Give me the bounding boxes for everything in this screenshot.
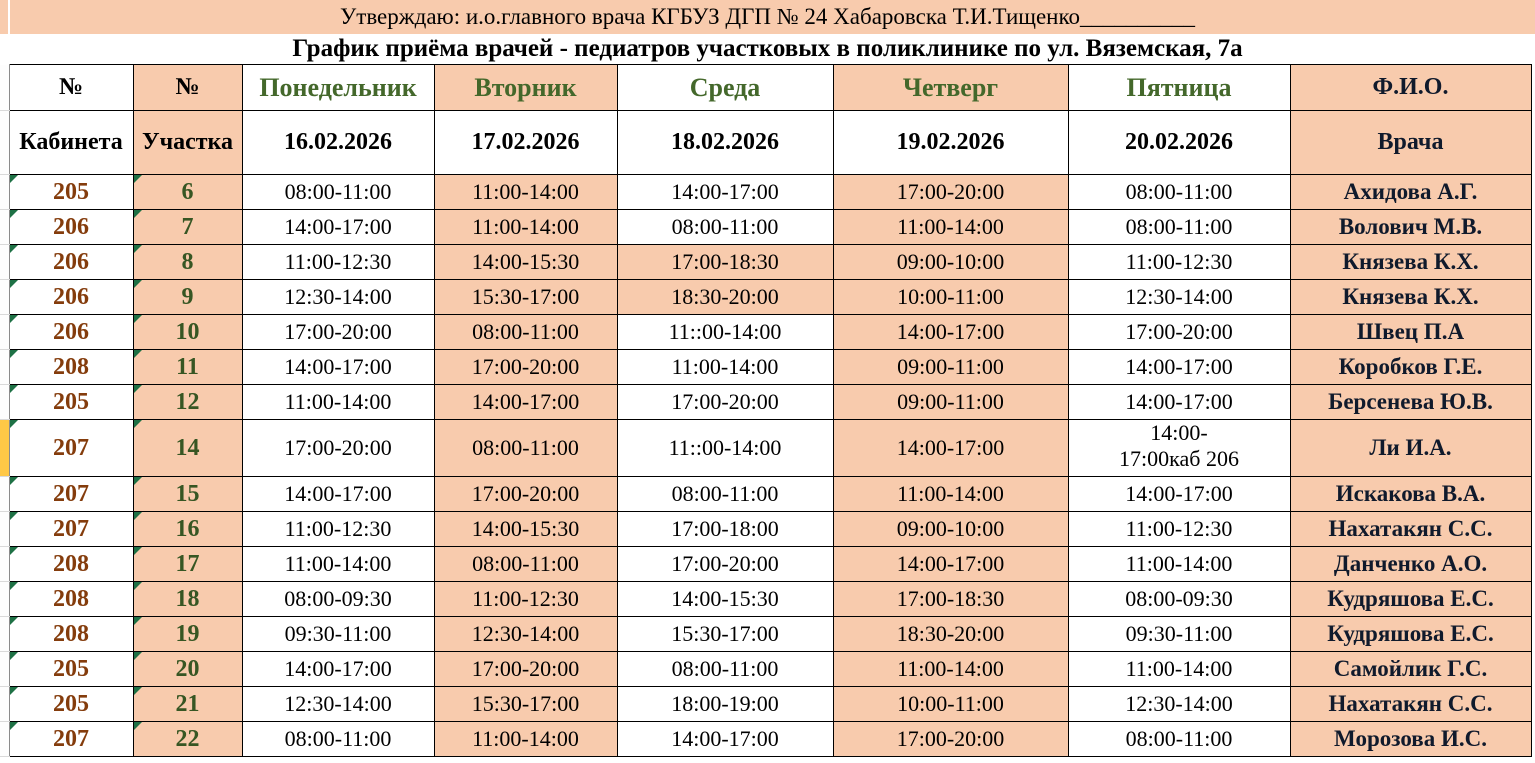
time-text: 08:00-09:30	[1125, 586, 1233, 611]
time-text: 11:00-14:00	[284, 551, 392, 576]
time-text: 12:30-14:00	[1125, 284, 1233, 309]
header-doctor-label	[1290, 111, 1531, 175]
left-gutter-cell	[0, 210, 9, 245]
time-cell	[833, 420, 1068, 477]
doctor-cell: Кудряшова Е.С.	[1290, 582, 1531, 617]
left-gutter-cell	[0, 617, 9, 652]
time-text: 14:00-17:00	[896, 551, 1005, 576]
doctor-cell: Нахатакян С.С.	[1290, 512, 1531, 547]
gutter-divider	[8, 0, 10, 34]
time-cell	[1068, 652, 1290, 687]
time-cell	[617, 315, 833, 350]
time-cell	[617, 582, 833, 617]
time-cell	[242, 350, 434, 385]
district-cell: 21	[133, 687, 242, 722]
header-day-monday	[242, 65, 434, 111]
time-text: 11:00-12:30	[472, 586, 579, 611]
time-text: 11:00-14:00	[897, 214, 1004, 239]
district-cell: 9	[133, 280, 242, 315]
time-text: 11:00-12:30	[1125, 249, 1233, 274]
time-cell	[833, 175, 1068, 210]
time-cell	[242, 687, 434, 722]
left-gutter-cell	[0, 547, 9, 582]
time-cell	[242, 175, 434, 210]
header-district-no	[133, 65, 242, 111]
time-cell	[434, 477, 617, 512]
schedule-row	[0, 512, 1531, 547]
time-cell	[1068, 617, 1290, 652]
time-cell	[242, 477, 434, 512]
time-text: 14:00-17:00	[1125, 354, 1233, 379]
time-text: 11:00-14:00	[472, 726, 579, 751]
time-cell	[617, 687, 833, 722]
left-gutter-cell	[0, 385, 9, 420]
time-text: 12:30-14:00	[284, 691, 392, 716]
time-cell	[434, 385, 617, 420]
header-date-thursday	[833, 111, 1068, 175]
time-text: 17:00-20:00	[671, 389, 779, 414]
schedule-table	[0, 64, 1532, 757]
cabinet-cell: 205	[9, 687, 133, 722]
time-text: 08:00-11:00	[472, 435, 579, 460]
time-cell	[242, 210, 434, 245]
date-text: 18.02.2026	[671, 129, 779, 155]
schedule-row	[0, 245, 1531, 280]
cabinet-cell: 205	[9, 175, 133, 210]
time-text: 08:00-11:00	[1125, 214, 1233, 239]
left-gutter-cell	[0, 245, 9, 280]
schedule-row	[0, 722, 1531, 757]
time-text: 09:30-11:00	[284, 621, 392, 646]
left-gutter-cell	[0, 175, 9, 210]
cabinet-cell: 208	[9, 617, 133, 652]
time-text: 08:00-11:00	[1125, 726, 1233, 751]
time-text: 11:00-12:30	[284, 516, 392, 541]
time-cell	[833, 210, 1068, 245]
time-cell	[1068, 687, 1290, 722]
time-text: 09:00-10:00	[896, 516, 1005, 541]
schedule-row	[0, 350, 1531, 385]
cabinet-cell: 206	[9, 210, 133, 245]
header-cabinet-label-text: Кабинета	[19, 129, 123, 155]
time-cell	[1068, 210, 1290, 245]
time-cell	[434, 617, 617, 652]
schedule-row	[0, 420, 1531, 477]
time-text: 08:00-11:00	[1125, 179, 1233, 204]
time-text: 14:00-17:00	[284, 481, 392, 506]
header-date-wednesday	[617, 111, 833, 175]
time-text: 15:30-17:00	[671, 621, 779, 646]
left-gutter-cell	[0, 65, 9, 111]
time-text: 09:30-11:00	[1125, 621, 1233, 646]
time-cell	[833, 547, 1068, 582]
time-cell	[1068, 350, 1290, 385]
time-text: 09:00-11:00	[897, 389, 1004, 414]
left-gutter-cell	[0, 687, 9, 722]
time-cell	[242, 617, 434, 652]
doctor-cell: Князева К.Х.	[1290, 280, 1531, 315]
day-name: Среда	[689, 72, 761, 102]
district-cell: 11	[133, 350, 242, 385]
header-cabinet-no-text: №	[58, 74, 84, 100]
time-text: 17:00-20:00	[471, 481, 580, 506]
time-cell	[617, 512, 833, 547]
day-name: Вторник	[474, 72, 577, 102]
time-text: 08:00-11:00	[472, 319, 579, 344]
cabinet-cell: 207	[9, 420, 133, 477]
doctor-cell: Самойлик Г.С.	[1290, 652, 1531, 687]
cabinet-cell: 208	[9, 547, 133, 582]
time-text: 14:00-17:00	[671, 726, 779, 751]
time-cell	[242, 722, 434, 757]
time-text: 09:00-10:00	[896, 249, 1005, 274]
time-text: 14:00-17:00	[671, 179, 779, 204]
time-text: 14:00-17:00каб 206	[1119, 420, 1239, 471]
time-cell	[434, 175, 617, 210]
time-text: 18:30-20:00	[671, 284, 779, 309]
time-cell	[617, 245, 833, 280]
header-district-no-text: №	[175, 74, 200, 100]
time-text: 17:00-20:00	[471, 656, 580, 681]
doctor-cell: Князева К.Х.	[1290, 245, 1531, 280]
header-row-dates	[0, 111, 1531, 175]
time-cell	[833, 350, 1068, 385]
time-cell	[434, 512, 617, 547]
doctor-cell: Ахидова А.Г.	[1290, 175, 1531, 210]
time-cell	[242, 385, 434, 420]
time-cell	[1068, 722, 1290, 757]
time-text: 17:00-20:00	[671, 551, 779, 576]
time-cell	[1068, 582, 1290, 617]
district-cell: 15	[133, 477, 242, 512]
time-text: 08:00-11:00	[671, 481, 779, 506]
left-gutter-cell	[0, 582, 9, 617]
time-cell	[242, 512, 434, 547]
date-text: 19.02.2026	[896, 129, 1005, 155]
cabinet-cell: 207	[9, 477, 133, 512]
time-cell	[434, 547, 617, 582]
time-cell	[1068, 512, 1290, 547]
time-text: 14:00-17:00	[284, 656, 392, 681]
header-district-label	[133, 111, 242, 175]
time-cell	[833, 385, 1068, 420]
time-cell	[434, 652, 617, 687]
time-cell	[833, 582, 1068, 617]
time-text: 14:00-15:30	[671, 586, 779, 611]
schedule-row	[0, 280, 1531, 315]
time-text: 14:00-17:00	[284, 354, 392, 379]
time-cell	[1068, 547, 1290, 582]
time-text: 11:00-12:30	[284, 249, 392, 274]
district-cell: 22	[133, 722, 242, 757]
time-cell	[833, 512, 1068, 547]
time-cell	[833, 617, 1068, 652]
time-cell	[1068, 420, 1290, 477]
schedule-body	[0, 175, 1531, 757]
schedule-row	[0, 315, 1531, 350]
district-cell: 17	[133, 547, 242, 582]
doctor-cell: Данченко А.О.	[1290, 547, 1531, 582]
time-cell	[1068, 385, 1290, 420]
day-name: Понедельник	[259, 72, 417, 102]
approval-text: Утверждаю: и.о.главного врача КГБУЗ ДГП № 24 Хабаровска Т.И.Тищенко__________	[339, 4, 1195, 29]
time-cell	[242, 245, 434, 280]
time-cell	[242, 652, 434, 687]
header-date-monday	[242, 111, 434, 175]
time-text: 08:00-09:30	[284, 586, 392, 611]
time-cell	[833, 722, 1068, 757]
doctor-cell: Морозова И.С.	[1290, 722, 1531, 757]
time-text: 11:00-14:00	[1125, 656, 1233, 681]
date-text: 20.02.2026	[1125, 129, 1233, 155]
time-text: 10:00-11:00	[897, 284, 1004, 309]
date-text: 16.02.2026	[284, 129, 392, 155]
left-gutter-cell	[0, 722, 9, 757]
header-cabinet-label	[9, 111, 133, 175]
time-text: 08:00-11:00	[472, 551, 579, 576]
district-cell: 20	[133, 652, 242, 687]
time-text: 11:00-14:00	[897, 481, 1004, 506]
header-doctor-label-text: Врача	[1377, 129, 1444, 155]
time-text: 18:00-19:00	[671, 691, 779, 716]
doctor-cell: Искакова В.А.	[1290, 477, 1531, 512]
district-cell: 8	[133, 245, 242, 280]
time-cell	[617, 280, 833, 315]
time-text: 14:00-17:00	[1125, 481, 1233, 506]
header-cabinet-no	[9, 65, 133, 111]
time-text: 14:00-17:00	[471, 389, 580, 414]
time-text: 09:00-11:00	[897, 354, 1004, 379]
time-cell	[434, 722, 617, 757]
header-date-friday	[1068, 111, 1290, 175]
time-cell	[434, 687, 617, 722]
time-cell	[1068, 175, 1290, 210]
schedule-row	[0, 652, 1531, 687]
cabinet-cell: 206	[9, 245, 133, 280]
left-gutter-cell	[0, 315, 9, 350]
left-gutter-cell	[0, 652, 9, 687]
schedule-row	[0, 210, 1531, 245]
time-text: 18:30-20:00	[896, 621, 1005, 646]
district-cell: 14	[133, 420, 242, 477]
time-cell	[1068, 315, 1290, 350]
time-text: 12:30-14:00	[284, 284, 392, 309]
time-cell	[434, 210, 617, 245]
left-gutter-cell	[0, 280, 9, 315]
header-date-tuesday	[434, 111, 617, 175]
time-text: 17:00-20:00	[896, 726, 1005, 751]
time-cell	[617, 210, 833, 245]
district-cell: 10	[133, 315, 242, 350]
time-text: 08:00-11:00	[284, 726, 392, 751]
time-text: 17:00-20:00	[284, 319, 392, 344]
left-gutter-cell	[0, 111, 9, 175]
time-cell	[1068, 245, 1290, 280]
time-cell	[242, 315, 434, 350]
time-cell	[833, 477, 1068, 512]
doctor-cell: Ли И.А.	[1290, 420, 1531, 477]
time-cell	[617, 420, 833, 477]
district-cell: 19	[133, 617, 242, 652]
time-cell	[617, 350, 833, 385]
time-text: 11:00-14:00	[472, 179, 579, 204]
header-day-friday	[1068, 65, 1290, 111]
header-row-days	[0, 65, 1531, 111]
header-day-thursday	[833, 65, 1068, 111]
schedule-row	[0, 687, 1531, 722]
cabinet-cell: 208	[9, 350, 133, 385]
time-text: 11:00-14:00	[1125, 551, 1233, 576]
time-text: 10:00-11:00	[897, 691, 1004, 716]
time-text: 14:00-15:30	[471, 516, 580, 541]
district-cell: 7	[133, 210, 242, 245]
time-text: 12:30-14:00	[471, 621, 580, 646]
time-cell	[434, 420, 617, 477]
time-text: 12:30-14:00	[1125, 691, 1233, 716]
schedule-row	[0, 617, 1531, 652]
time-text: 17:00-20:00	[284, 435, 392, 460]
time-text: 08:00-11:00	[671, 214, 779, 239]
district-cell: 16	[133, 512, 242, 547]
time-text: 11:00-14:00	[284, 389, 392, 414]
cabinet-cell: 205	[9, 652, 133, 687]
time-text: 14:00-17:00	[896, 435, 1005, 460]
cabinet-cell: 206	[9, 280, 133, 315]
time-text: 11:00-12:30	[1125, 516, 1233, 541]
time-text: 17:00-20:00	[1125, 319, 1233, 344]
time-cell	[833, 280, 1068, 315]
schedule-row	[0, 582, 1531, 617]
schedule-row	[0, 175, 1531, 210]
day-name: Четверг	[902, 72, 999, 102]
approval-bar	[0, 0, 1535, 34]
time-cell	[833, 245, 1068, 280]
left-gutter-cell	[0, 420, 9, 477]
cabinet-cell: 205	[9, 385, 133, 420]
time-text: 14:00-15:30	[471, 249, 580, 274]
time-cell	[617, 477, 833, 512]
time-cell	[833, 687, 1068, 722]
time-cell	[1068, 280, 1290, 315]
time-cell	[434, 315, 617, 350]
district-cell: 18	[133, 582, 242, 617]
time-text: 08:00-11:00	[284, 179, 392, 204]
date-text: 17.02.2026	[471, 129, 580, 155]
district-cell: 12	[133, 385, 242, 420]
time-cell	[617, 385, 833, 420]
time-text: 15:30-17:00	[471, 284, 580, 309]
doctor-cell: Коробков Г.Е.	[1290, 350, 1531, 385]
left-gutter-cell	[0, 477, 9, 512]
time-cell	[617, 617, 833, 652]
header-district-label-text: Участка	[141, 129, 234, 155]
time-cell	[242, 420, 434, 477]
time-text: 11:00-14:00	[671, 354, 779, 379]
cabinet-cell: 207	[9, 512, 133, 547]
day-name: Пятница	[1126, 72, 1232, 102]
time-cell	[242, 582, 434, 617]
time-text: 11::00-14:00	[668, 319, 782, 344]
cabinet-cell: 207	[9, 722, 133, 757]
header-fio-text: Ф.И.О.	[1372, 74, 1449, 100]
time-text: 17:00-18:30	[671, 249, 779, 274]
doctor-cell: Нахатакян С.С.	[1290, 687, 1531, 722]
time-text: 14:00-17:00	[1125, 389, 1233, 414]
time-text: 08:00-11:00	[671, 656, 779, 681]
schedule-row	[0, 547, 1531, 582]
time-cell	[833, 315, 1068, 350]
header-day-tuesday	[434, 65, 617, 111]
time-cell	[434, 582, 617, 617]
doctor-cell: Волович М.В.	[1290, 210, 1531, 245]
time-text: 17:00-18:00	[671, 516, 779, 541]
page-title	[0, 34, 1535, 64]
time-cell	[434, 280, 617, 315]
cabinet-cell: 206	[9, 315, 133, 350]
time-cell	[1068, 477, 1290, 512]
time-text: 17:00-20:00	[896, 179, 1005, 204]
cabinet-cell: 208	[9, 582, 133, 617]
time-cell	[617, 175, 833, 210]
doctor-cell: Швец П.А	[1290, 315, 1531, 350]
page-title-text: График приёма врачей - педиатров участковых в поликлинике по ул. Вяземская, 7а	[292, 35, 1243, 62]
time-cell	[617, 652, 833, 687]
time-text: 15:30-17:00	[471, 691, 580, 716]
schedule-row	[0, 385, 1531, 420]
time-text: 11:00-14:00	[897, 656, 1004, 681]
left-gutter-cell	[0, 512, 9, 547]
time-cell	[434, 245, 617, 280]
time-cell	[833, 652, 1068, 687]
time-text: 11::00-14:00	[668, 435, 782, 460]
schedule-row	[0, 477, 1531, 512]
time-text: 17:00-20:00	[471, 354, 580, 379]
time-text: 14:00-17:00	[284, 214, 392, 239]
time-cell	[242, 280, 434, 315]
time-text: 14:00-17:00	[896, 319, 1005, 344]
district-cell: 6	[133, 175, 242, 210]
header-fio	[1290, 65, 1531, 111]
time-text: 11:00-14:00	[472, 214, 579, 239]
time-cell	[242, 547, 434, 582]
time-cell	[434, 350, 617, 385]
time-cell	[617, 722, 833, 757]
left-gutter-cell	[0, 350, 9, 385]
doctor-cell: Берсенева Ю.В.	[1290, 385, 1531, 420]
time-text: 17:00-18:30	[896, 586, 1005, 611]
time-cell	[617, 547, 833, 582]
header-day-wednesday	[617, 65, 833, 111]
doctor-cell: Кудряшова Е.С.	[1290, 617, 1531, 652]
